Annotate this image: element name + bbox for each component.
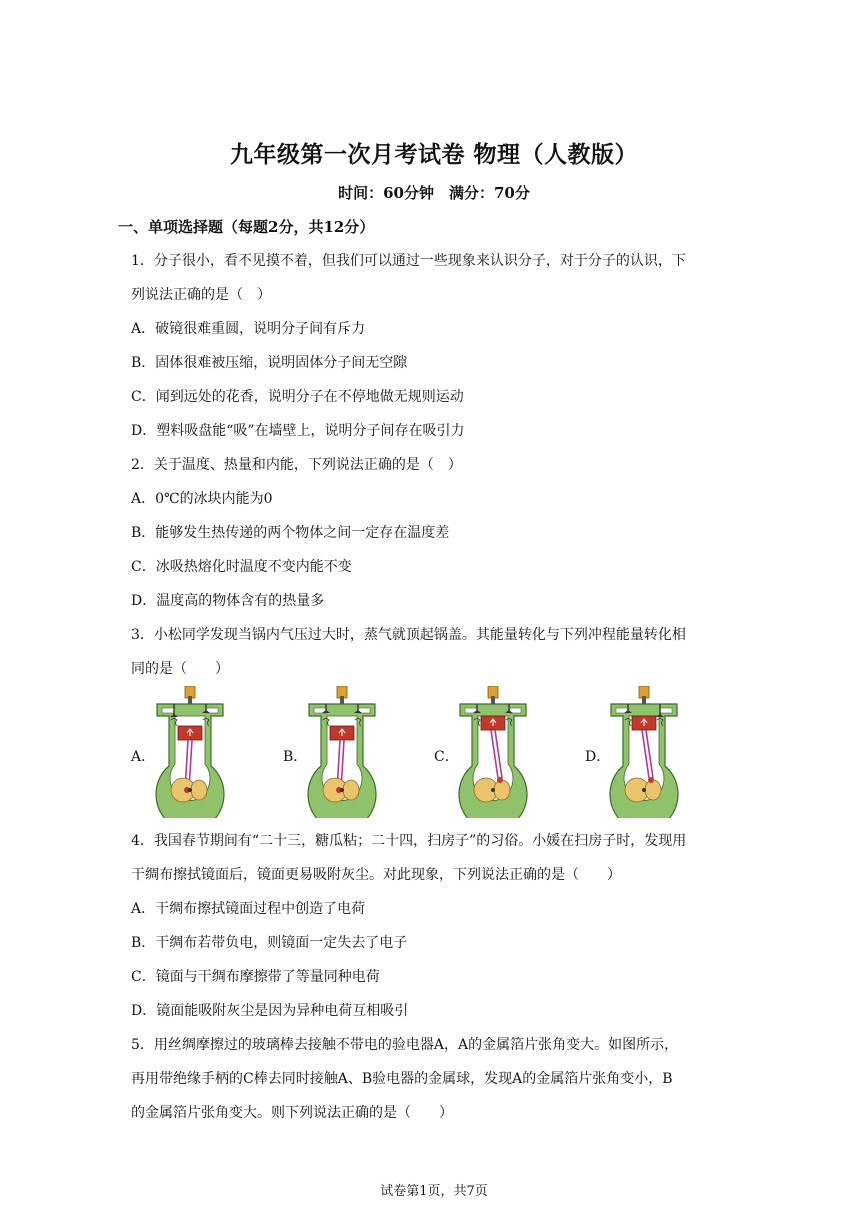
question-4-option-a: A．干绸布擦拭镜面过程中创造了电荷 (131, 901, 366, 917)
question-5-stem-cont: 再用带绝缘手柄的C棒去同时接触A、B验电器的金属球，发现A的金属箔片张角变小，B (131, 1071, 673, 1087)
engine-stroke-icon (458, 686, 528, 818)
page-footer: 试卷第1页，共7页 (380, 1184, 488, 1199)
question-3-stem-cont: 同的是（ ） (131, 661, 229, 677)
question-5-stem-cont-2: 的金属箔片张角变大。则下列说法正确的是（ ） (131, 1105, 453, 1121)
question-4-stem-cont: 干绸布擦拭镜面后，镜面更易吸附灰尘。对此现象，下列说法正确的是（ ） (131, 867, 621, 883)
engine-stroke-figures (131, 686, 731, 821)
question-4-option-c: C．镜面与干绸布摩擦带了等量同种电荷 (131, 969, 380, 985)
option-a-figure (131, 686, 281, 821)
question-1-stem-cont: 列说法正确的是（ ） (131, 287, 271, 303)
question-1-option-a: A．破镜很难重圆，说明分子间有斥力 (131, 321, 366, 337)
option-c-figure (434, 686, 584, 821)
option-b-figure (283, 686, 433, 821)
question-2-stem: 2．关于温度、热量和内能，下列说法正确的是（ ） (131, 457, 462, 473)
option-d-figure (585, 686, 735, 821)
engine-stroke-icon (609, 686, 679, 818)
question-1-option-c: C．闻到远处的花香，说明分子在不停地做无规则运动 (131, 389, 464, 405)
question-4-stem: 4．我国春节期间有“二十三，糖瓜粘；二十四，扫房子”的习俗。小媛在扫房子时，发现用 (131, 833, 687, 849)
engine-stroke-icon (307, 686, 377, 818)
question-3-option-b: B． (283, 749, 308, 765)
question-3-option-d: D． (585, 749, 611, 765)
engine-stroke-icon (155, 686, 225, 818)
section-heading: 一、单项选择题（每题2分，共12分） (118, 218, 375, 236)
question-4-option-d: D．镜面能吸附灰尘是因为异种电荷互相吸引 (131, 1003, 409, 1019)
page-subtitle: 时间：60分钟 满分：70分 (338, 184, 530, 202)
question-2-option-c: C．冰吸热熔化时温度不变内能不变 (131, 559, 352, 575)
question-1-stem: 1．分子很小，看不见摸不着，但我们可以通过一些现象来认识分子，对于分子的认识，下 (131, 253, 686, 269)
question-1-option-b: B．固体很难被压缩，说明固体分子间无空隙 (131, 355, 408, 371)
question-5-stem: 5．用丝绸摩擦过的玻璃棒去接触不带电的验电器A，A的金属箔片张角变大。如图所示， (131, 1037, 679, 1053)
question-4-option-b: B．干绸布若带负电，则镜面一定失去了电子 (131, 935, 408, 951)
question-2-option-b: B．能够发生热传递的两个物体之间一定存在温度差 (131, 525, 450, 541)
question-3-option-c: C． (434, 749, 459, 765)
question-1-option-d: D．塑料吸盘能“吸”在墙壁上，说明分子间存在吸引力 (131, 423, 465, 439)
question-2-option-d: D．温度高的物体含有的热量多 (131, 593, 325, 609)
page-title: 九年级第一次月考试卷 物理（人教版） (229, 141, 638, 168)
question-2-option-a: A．0℃的冰块内能为0 (131, 491, 273, 507)
question-3-stem: 3．小松同学发现当锅内气压过大时，蒸气就顶起锅盖。其能量转化与下列冲程能量转化相 (131, 627, 686, 643)
question-3-option-a: A． (131, 749, 156, 765)
